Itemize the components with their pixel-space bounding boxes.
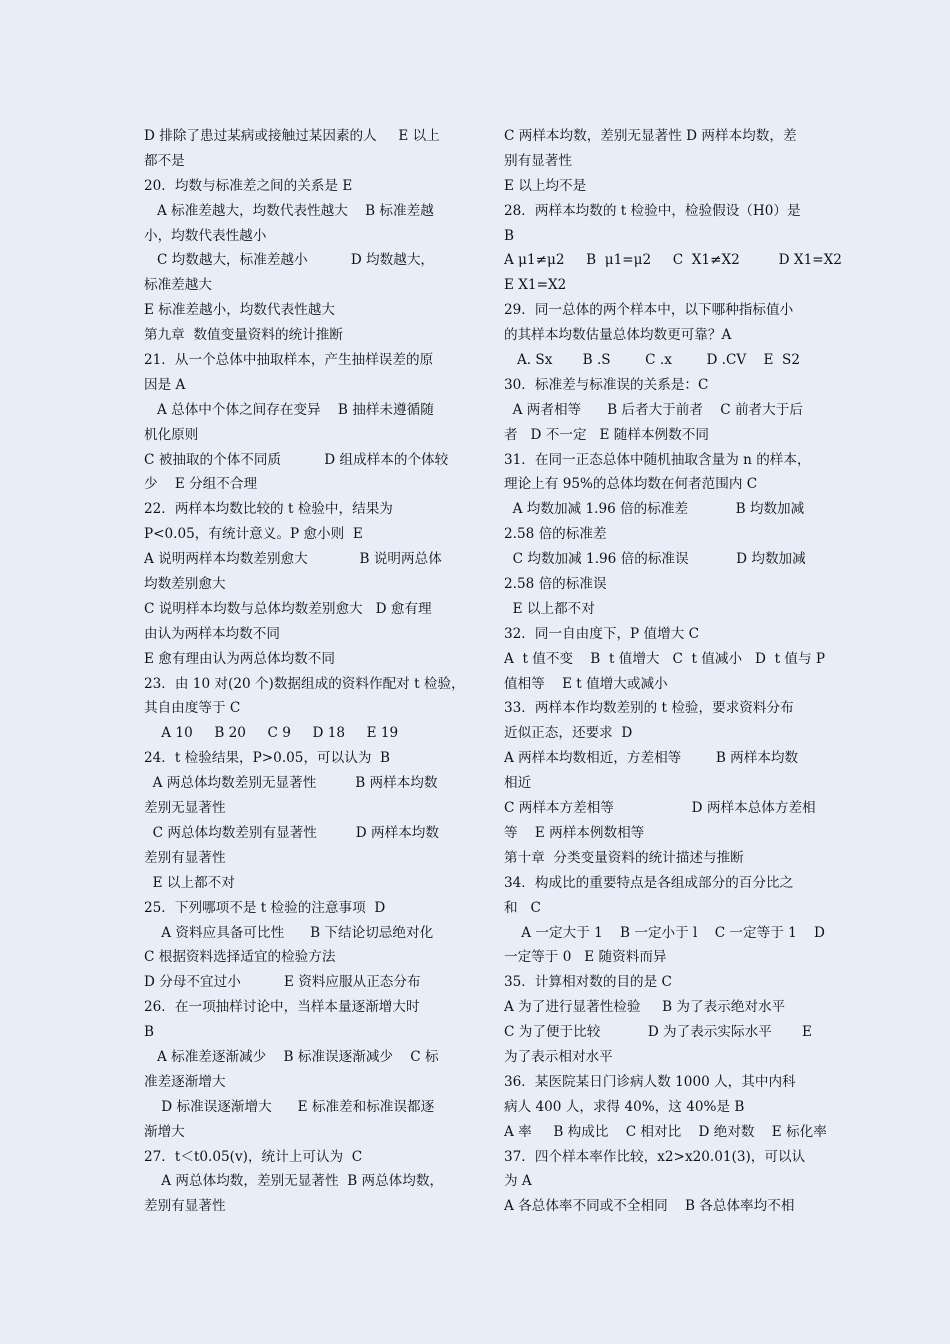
text-line: 均数差别愈大 [144, 576, 226, 593]
text-line: 和 C [504, 899, 541, 916]
text-line: 24．t 检验结果，P>0.05，可以认为 B [144, 750, 391, 767]
text-line: 渐增大 [144, 1123, 185, 1140]
text-line: C 说明样本均数与总体均数差别愈大 D 愈有理 [144, 600, 432, 617]
text-line: 值相等 E t 值增大或减小 [504, 675, 668, 692]
text-line: E 愈有理由认为两总体均数不同 [144, 650, 335, 667]
text-line: 32．同一自由度下，P 值增大 C [504, 625, 700, 642]
text-line: 2.58 倍的标准误 [504, 576, 607, 593]
text-line: A 总体中个体之间存在变异 B 抽样未遵循随 [144, 401, 434, 418]
text-line: 36．某医院某日门诊病人数 1000 人，其中内科 [504, 1073, 796, 1090]
text-line: 差别无显著性 [144, 800, 226, 817]
text-line: 准差逐渐增大 [144, 1073, 226, 1090]
right-text-column [504, 124, 842, 1219]
text-line: 27．t＜t0.05(v)，统计上可认为 C [144, 1148, 363, 1165]
text-line: 的其样本均数估量总体均数更可靠？A [504, 327, 732, 344]
text-line: A 标准差逐渐减少 B 标准误逐渐减少 C 标 [144, 1048, 439, 1065]
text-line: A 一定大于 1 B 一定小于 l C 一定等于 1 D [504, 924, 825, 941]
text-line: E 以上都不对 [144, 874, 235, 891]
text-line: 少 E 分组不合理 [144, 476, 258, 493]
text-line: C 根据资料选择适宜的检验方法 [144, 949, 336, 966]
text-line: A 标准差越大，均数代表性越大 B 标准差越 [144, 202, 434, 219]
text-line: A 两样本均数相近，方差相等 B 两样本均数 [504, 750, 799, 767]
text-line: 都不是 [144, 152, 185, 169]
text-line: 30．标准差与标准误的关系是：C [504, 376, 709, 393]
text-line: 别有显著性 [504, 152, 572, 169]
text-line: C 均数越大，标准差越小 D 均数越大， [144, 252, 435, 269]
text-line: C 为了便于比较 D 为了表示实际水平 E [504, 1024, 812, 1041]
text-line: 35．计算相对数的目的是 C [504, 974, 672, 991]
text-line: A 说明两样本均数差别愈大 B 说明两总体 [144, 551, 442, 568]
text-line: 21．从一个总体中抽取样本，产生抽样误差的原 [144, 352, 434, 369]
text-line: C 均数加减 1.96 倍的标准误 D 均数加减 [504, 551, 806, 568]
left-text-column [144, 124, 465, 1219]
text-line: 等 E 两样本例数相等 [504, 824, 645, 841]
text-line: E X1=X2 [504, 277, 567, 294]
text-line: 标准差越大 [144, 277, 212, 294]
text-line: A 率 B 构成比 C 相对比 D 绝对数 E 标化率 [504, 1123, 827, 1140]
text-line: 22．两样本均数比较的 t 检验中，结果为 [144, 501, 393, 518]
text-line: A 10 B 20 C 9 D 18 E 19 [144, 725, 399, 742]
text-line: E 标准差越小，均数代表性越大 [144, 302, 335, 319]
text-line: P<0.05，有统计意义。P 愈小则 E [144, 526, 363, 543]
text-line: 近似正态，还要求 D [504, 725, 633, 742]
text-line: D 分母不宜过小 E 资料应服从正态分布 [144, 974, 421, 991]
text-line: C 两总体均数差别有显著性 D 两样本均数 [144, 824, 439, 841]
text-line: 理论上有 95%的总体均数在何者范围内 C [504, 476, 758, 493]
text-line: 差别有显著性 [144, 1198, 226, 1215]
text-line: 为了表示相对水平 [504, 1048, 613, 1065]
text-line: 2.58 倍的标准差 [504, 526, 607, 543]
text-line: 小，均数代表性越小 [144, 227, 267, 244]
text-line: B [144, 1024, 154, 1041]
text-line: 34．构成比的重要特点是各组成部分的百分比之 [504, 874, 794, 891]
text-line: C 被抽取的个体不同质 D 组成样本的个体较 [144, 451, 449, 468]
text-line: 29．同一总体的两个样本中，以下哪种指标值小 [504, 302, 794, 319]
text-line: 由认为两样本均数不同 [144, 625, 280, 642]
text-line: E 以上均不是 [504, 177, 587, 194]
text-line: C 两样本方差相等 D 两样本总体方差相 [504, 800, 816, 817]
text-line: A 两者相等 B 后者大于前者 C 前者大于后 [504, 401, 803, 418]
text-line: 23．由 10 对(20 个)数据组成的资料作配对 t 检验， [144, 675, 465, 692]
text-line: B [504, 227, 514, 244]
text-line: 病人 400 人，求得 40%，这 40%是 B [504, 1098, 745, 1115]
text-line: A 两总体均数，差别无显著性 B 两总体均数， [144, 1173, 444, 1190]
text-line: A. Sx B .S C .x D .CV E S2 [504, 352, 801, 369]
text-line: 25．下列哪项不是 t 检验的注意事项 D [144, 899, 386, 916]
text-line: 26．在一项抽样讨论中，当样本量逐渐增大时 [144, 999, 420, 1016]
text-line: 第九章 数值变量资料的统计推断 [144, 327, 343, 344]
text-line: 因是 A [144, 376, 186, 393]
text-line: 其自由度等于 C [144, 700, 241, 717]
text-line: 第十章 分类变量资料的统计描述与推断 [504, 849, 744, 866]
text-line: A 两总体均数差别无显著性 B 两样本均数 [144, 775, 438, 792]
text-line: 28．两样本均数的 t 检验中，检验假设（H0）是 [504, 202, 801, 219]
text-line: 机化原则 [144, 426, 199, 443]
text-line: E 以上都不对 [504, 600, 595, 617]
text-line: A 资料应具备可比性 B 下结论切忌绝对化 [144, 924, 434, 941]
text-line: A 为了进行显著性检验 B 为了表示绝对水平 [504, 999, 786, 1016]
text-line: 33．两样本作均数差别的 t 检验，要求资料分布 [504, 700, 794, 717]
text-line: 差别有显著性 [144, 849, 226, 866]
text-line: A t 值不变 B t 值增大 C t 值减小 D t 值与 P [504, 650, 826, 667]
text-line: A μ1≠μ2 B μ1=μ2 C X1≠X2 D X1=X2 [504, 252, 842, 269]
text-line: 者 D 不一定 E 随样本例数不同 [504, 426, 709, 443]
text-line: 相近 [504, 775, 532, 792]
text-line: 一定等于 0 E 随资料而异 [504, 949, 667, 966]
text-line: D 排除了患过某病或接触过某因素的人 E 以上 [144, 128, 440, 144]
text-line: A 均数加减 1.96 倍的标准差 B 均数加减 [504, 501, 805, 518]
text-line: A 各总体率不同或不全相同 B 各总体率均不相 [504, 1198, 795, 1215]
text-line: 31．在同一正态总体中随机抽取含量为 n 的样本， [504, 451, 811, 468]
text-line: D 标准误逐渐增大 E 标准差和标准误都逐 [144, 1098, 435, 1115]
text-line: 为 A [504, 1173, 532, 1190]
text-line: C 两样本均数，差别无显著性 D 两样本均数，差 [504, 128, 797, 144]
text-line: 20．均数与标准差之间的关系是 E [144, 177, 353, 194]
text-line: 37．四个样本率作比较，x2>x20.01(3)，可以认 [504, 1148, 806, 1165]
